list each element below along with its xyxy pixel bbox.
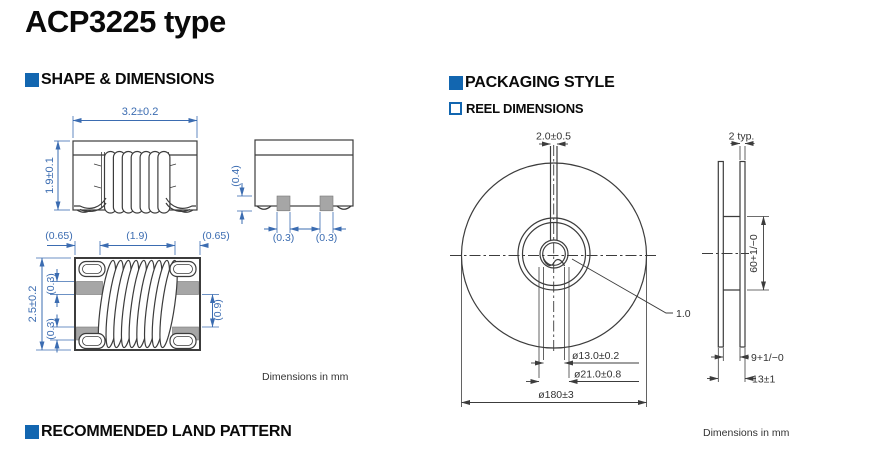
reel-dimensions-drawing <box>440 118 889 459</box>
dim-overall-width: 13±1 <box>752 373 776 386</box>
dim-bottom-end-right: (0.65) <box>202 230 230 242</box>
dim-bottom-end-left: (0.65) <box>45 230 73 242</box>
dim-side-terminal-width-left: (0.3) <box>272 232 295 244</box>
section-square-icon <box>449 76 463 90</box>
section-square-icon <box>25 73 39 87</box>
section-header-shape <box>25 71 214 89</box>
reel-flange-left <box>718 162 723 348</box>
shape-dimensions-drawing <box>20 100 440 400</box>
section-header-land-pattern <box>25 423 292 441</box>
dim-bottom-band-upper: (0.3) <box>45 273 57 295</box>
dim-flange-thickness: 2 typ. <box>728 130 755 143</box>
dim-inner-width: 9+1/−0 <box>751 352 784 364</box>
subsection-label: REEL DIMENSIONS <box>466 101 584 116</box>
dim-reel-slot-width: 2.0±0.5 <box>536 130 571 143</box>
section-label: PACKAGING STYLE <box>465 74 615 91</box>
section-label: RECOMMENDED LAND PATTERN <box>41 423 292 440</box>
dim-side-terminal-height: (0.4) <box>230 165 242 187</box>
dim-bottom-center: (1.9) <box>126 230 148 242</box>
dim-reel-hub-diameter: ø21.0±0.8 <box>574 368 622 381</box>
dim-reel-slot-thickness: 1.0 <box>676 308 691 320</box>
dim-hub-width: 60+1/−0 <box>748 234 760 273</box>
section-label: SHAPE & DIMENSIONS <box>41 71 215 88</box>
dim-bottom-band-lower: (0.3) <box>45 318 57 340</box>
component-front-view <box>44 106 197 213</box>
dim-bottom-depth: 2.5±0.2 <box>27 285 39 323</box>
section-square-icon <box>25 425 39 439</box>
reel-side-view <box>702 131 784 386</box>
dimensions-note: Dimensions in mm <box>703 427 790 439</box>
subsection-open-square-icon <box>449 102 462 115</box>
dim-side-terminal-width-right: (0.3) <box>315 232 338 244</box>
front-coil-windings <box>105 152 170 214</box>
side-terminal-pad <box>320 196 333 211</box>
component-bottom-view <box>27 230 230 353</box>
page-title: ACP3225 type <box>25 4 226 39</box>
section-header-packaging <box>449 74 615 92</box>
dim-front-width: 3.2±0.2 <box>121 106 159 118</box>
subsection-header-reel <box>449 101 583 116</box>
side-terminal-pad <box>277 196 290 211</box>
dimensions-note: Dimensions in mm <box>262 371 349 383</box>
dim-reel-outer-diameter: ø180±3 <box>538 389 574 401</box>
reel-flange-right <box>740 162 745 348</box>
reel-front-view <box>450 131 691 408</box>
dim-reel-hole-diameter: ø13.0±0.2 <box>572 350 620 362</box>
dim-front-height: 1.9±0.1 <box>44 157 56 194</box>
side-body-outline <box>255 140 353 206</box>
component-side-view <box>230 140 353 244</box>
dim-bottom-inner-gap: (0.9) <box>212 299 224 321</box>
